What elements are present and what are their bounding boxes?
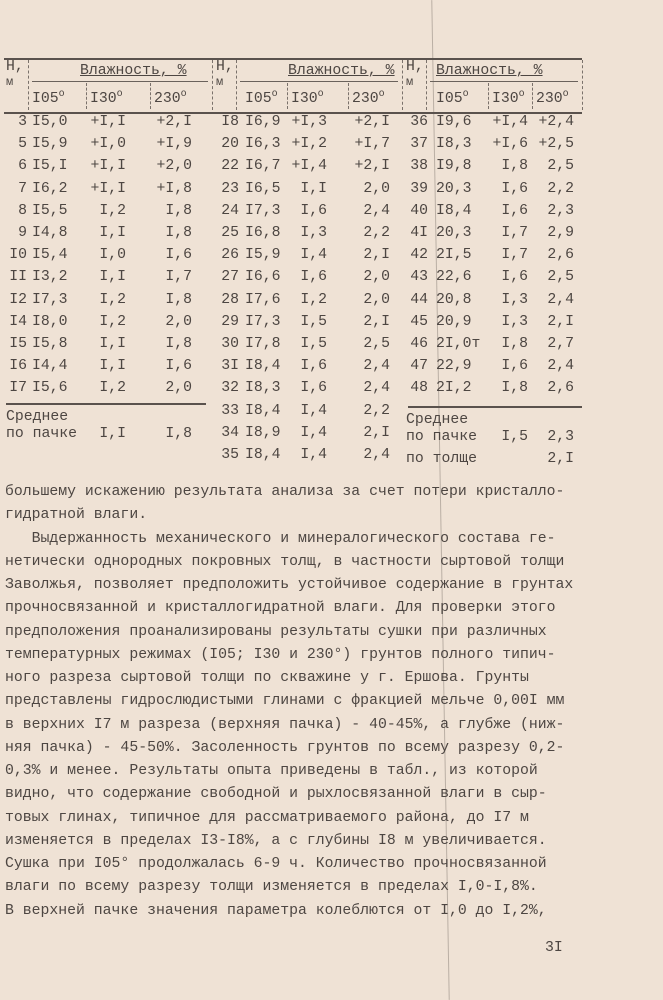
moisture-subrule — [240, 81, 398, 82]
depth-header — [216, 60, 234, 90]
table-row — [0, 269, 663, 291]
moisture-230-cell: 2,4 — [363, 358, 390, 375]
text-line: Заволжья, позволяет предположить устойчивое содержание в грунтах — [5, 577, 574, 593]
moisture-105-cell: I7,6 — [245, 291, 281, 308]
text-line: 0,3% и менее. Результаты опыта приведены в табл., из которой — [5, 763, 538, 779]
moisture-105-cell: 2I,5 — [436, 247, 472, 264]
depth-cell: 9 — [18, 225, 27, 241]
depth-header-label: Н, — [216, 59, 234, 75]
summary-130: I,I — [99, 426, 126, 442]
moisture-130-cell: +I,I — [90, 180, 126, 197]
moisture-105-cell: I9,8 — [436, 158, 472, 175]
temperature-value: I05 — [436, 91, 463, 107]
moisture-230-cell: 2,6 — [547, 380, 574, 397]
depth-cell: 35 — [221, 447, 239, 463]
moisture-230-cell: 2,4 — [547, 358, 574, 375]
degree-sign: о — [317, 89, 324, 100]
degree-sign: о — [562, 89, 569, 100]
moisture-230-cell: +2,4 — [538, 114, 574, 130]
degree-sign: о — [116, 89, 123, 100]
summary-230: I,8 — [165, 426, 192, 442]
moisture-105-cell: I5,4 — [32, 247, 68, 264]
moisture-130-cell: I,4 — [300, 247, 327, 264]
column-divider — [150, 83, 151, 109]
temperature-value: 230 — [154, 91, 181, 107]
moisture-130-cell: I,4 — [300, 424, 327, 441]
depth-cell: 3I — [221, 358, 239, 375]
depth-cell: 46 — [410, 336, 428, 352]
moisture-130-cell: +I,2 — [291, 136, 327, 153]
moisture-230-cell: 2,0 — [363, 180, 390, 197]
table-row — [0, 336, 663, 358]
moisture-230-cell: 2,9 — [547, 225, 574, 241]
depth-cell: 37 — [410, 136, 428, 153]
depth-cell: 44 — [410, 291, 428, 308]
moisture-230-cell: 2,5 — [363, 336, 390, 352]
group-divider — [212, 60, 213, 110]
moisture-230-cell: 2,4 — [363, 447, 390, 463]
moisture-105-cell: I5,8 — [32, 336, 68, 352]
moisture-230-cell: 2,4 — [363, 380, 390, 397]
moisture-105-cell: I9,6 — [436, 114, 472, 130]
text-line: товых глинах, типичное для рассматриваемого района, до I7 м — [5, 809, 529, 826]
text-line: температурных режимах (I05; I30 и 230°) грунтов полного типич- — [5, 646, 556, 663]
moisture-230-cell: I,6 — [165, 358, 192, 375]
moisture-130-cell: +I,4 — [291, 158, 327, 175]
degree-sign: о — [378, 89, 385, 100]
degree-sign: о — [58, 89, 65, 100]
moisture-230-cell: +2,5 — [538, 136, 574, 153]
moisture-105-cell: I8,4 — [245, 358, 281, 375]
moisture-130-cell: I,4 — [300, 447, 327, 463]
depth-cell: 34 — [221, 424, 239, 441]
summary-label: по пачке — [6, 426, 78, 442]
depth-cell: 30 — [221, 336, 239, 352]
moisture-130-cell: +I,I — [90, 114, 126, 130]
text-line: в верхних I7 м разреза (верхняя пачка) - 40-45%, а глубже (ниж- — [5, 716, 565, 733]
moisture-130-cell: I,6 — [501, 269, 528, 286]
text-line: изменяется в пределах I3-I8%, а с глубины I8 м увеличивается. — [5, 832, 547, 849]
text-line: В верхней пачке значения параметра колеблются от I,0 до I,2%, — [5, 902, 547, 919]
depth-header — [406, 60, 424, 90]
moisture-105-cell: I8,3 — [436, 136, 472, 153]
moisture-105-cell: I7,3 — [245, 313, 281, 330]
moisture-130-cell: I,3 — [300, 225, 327, 241]
moisture-130-cell: I,6 — [501, 202, 528, 219]
moisture-230-cell: 2,0 — [165, 313, 192, 330]
depth-cell: I8 — [221, 114, 239, 130]
moisture-130-cell: +I,3 — [291, 114, 327, 130]
depth-cell: 4I — [410, 225, 428, 241]
column-divider — [287, 83, 288, 109]
moisture-130-cell: I,8 — [501, 158, 528, 175]
column-divider — [426, 60, 427, 110]
temperature-header-I30 — [90, 91, 123, 107]
moisture-130-cell: +I,I — [90, 158, 126, 175]
depth-header-label: Н, — [6, 59, 24, 75]
depth-cell: I5 — [9, 336, 27, 352]
moisture-230-cell: +I,7 — [354, 136, 390, 153]
text-line: предположения проанализированы результаты сушки при различных — [5, 623, 547, 640]
summary-label: Среднее — [6, 409, 69, 425]
moisture-105-cell: I5,9 — [32, 136, 68, 153]
temperature-header-230 — [536, 91, 569, 107]
moisture-105-cell: I8,0 — [32, 313, 68, 330]
moisture-230-cell: 2,I — [547, 313, 574, 330]
moisture-230-cell: +2,I — [156, 114, 192, 130]
depth-cell: 38 — [410, 158, 428, 175]
moisture-230-cell: 2,2 — [547, 180, 574, 197]
moisture-130-cell: I,7 — [501, 225, 528, 241]
moisture-130-cell: I,6 — [300, 269, 327, 286]
moisture-105-cell: 2I,2 — [436, 380, 472, 397]
temperature-value: I30 — [492, 91, 519, 107]
moisture-105-cell: I6,7 — [245, 158, 281, 175]
depth-cell: 27 — [221, 269, 239, 286]
text-line: Выдержанность механического и минералогического состава ге- — [5, 530, 556, 547]
moisture-105-cell: I5,0 — [32, 114, 68, 130]
moisture-130-cell: I,5 — [300, 336, 327, 352]
table-row — [0, 181, 663, 203]
moisture-130-cell: I,7 — [501, 247, 528, 264]
paragraph-1 — [5, 481, 564, 528]
column-divider — [28, 60, 29, 110]
depth-unit-label: м — [406, 75, 414, 89]
moisture-130-cell: I,I — [300, 180, 327, 197]
depth-cell: 20 — [221, 136, 239, 153]
column-divider — [86, 83, 87, 109]
table-row — [0, 158, 663, 180]
moisture-230-cell: 2,I — [363, 424, 390, 441]
moisture-105-cell: I6,9 — [245, 114, 281, 130]
moisture-230-cell: 2,0 — [363, 269, 390, 286]
temperature-value: I30 — [291, 91, 318, 107]
moisture-105-cell: I6,2 — [32, 180, 68, 197]
moisture-130-cell: I,4 — [300, 402, 327, 419]
moisture-subrule — [430, 81, 578, 82]
moisture-130-cell: +I,6 — [492, 136, 528, 153]
temperature-value: I30 — [90, 91, 117, 107]
moisture-105-cell: I4,4 — [32, 358, 68, 375]
temperature-header-I30 — [291, 91, 324, 107]
moisture-230-cell: 2,5 — [547, 269, 574, 286]
moisture-130-cell: I,I — [99, 336, 126, 352]
moisture-230-cell: I,8 — [165, 225, 192, 241]
text-line: нетически однородных покровных толщ, в частности сыртовой толщи — [5, 553, 565, 570]
moisture-130-cell: I,6 — [501, 358, 528, 375]
text-line: ного разреза сыртовой толщи по скважине у г. Ершова. Грунты — [5, 670, 529, 686]
moisture-header: Влажность, % — [80, 63, 187, 79]
summary-130: I,5 — [501, 429, 528, 445]
table-row — [0, 314, 663, 336]
table-row — [0, 380, 663, 402]
column-divider — [348, 83, 349, 109]
moisture-230-cell: 2,4 — [547, 291, 574, 308]
moisture-230-cell: I,7 — [165, 269, 192, 286]
moisture-230-cell: 2,I — [363, 313, 390, 330]
summary-230-total: 2,I — [547, 451, 574, 467]
moisture-230-cell: I,8 — [165, 291, 192, 308]
moisture-105-cell: 20,3 — [436, 180, 472, 197]
moisture-130-cell: I,I — [99, 225, 126, 241]
moisture-230-cell: 2,4 — [363, 202, 390, 219]
moisture-230-cell: 2,7 — [547, 336, 574, 352]
moisture-header: Влажность, % — [436, 63, 543, 79]
moisture-130-cell: I,I — [99, 269, 126, 286]
moisture-105-cell: I5,9 — [245, 247, 281, 264]
moisture-130-cell: +I,0 — [90, 136, 126, 153]
moisture-230-cell: 2,5 — [547, 158, 574, 175]
moisture-230-cell: I,8 — [165, 202, 192, 219]
text-line: видно, что содержание свободной и рыхлосвязанной влаги в сыр- — [5, 786, 547, 803]
temperature-header-I05 — [32, 91, 65, 107]
moisture-105-cell: 22,9 — [436, 358, 472, 375]
moisture-105-cell: 22,6 — [436, 269, 472, 286]
degree-sign: о — [462, 89, 469, 100]
depth-cell: 7 — [18, 180, 27, 197]
depth-cell: I6 — [9, 358, 27, 375]
moisture-subrule — [32, 81, 208, 82]
table-row — [0, 358, 663, 380]
depth-cell: 48 — [410, 380, 428, 397]
depth-cell: I2 — [9, 291, 27, 308]
moisture-105-cell: I5,5 — [32, 202, 68, 219]
depth-cell: 40 — [410, 202, 428, 219]
depth-cell: 47 — [410, 358, 428, 375]
depth-cell: 28 — [221, 291, 239, 308]
summary-label: по толще — [406, 451, 478, 467]
depth-cell: II — [9, 269, 27, 286]
temperature-value: 230 — [352, 91, 379, 107]
depth-cell: 6 — [18, 158, 27, 175]
table-row — [0, 247, 663, 269]
moisture-105-cell: I5,6 — [32, 380, 68, 397]
temperature-header-230 — [352, 91, 385, 107]
moisture-130-cell: I,8 — [501, 380, 528, 397]
moisture-230-cell: +I,8 — [156, 180, 192, 197]
page-number: 3I — [545, 940, 563, 956]
depth-cell: I7 — [9, 380, 27, 397]
moisture-230-cell: I,8 — [165, 336, 192, 352]
text-line: прочносвязанной и кристаллогидратной влаги. Для проверки этого — [5, 600, 556, 617]
depth-cell: 26 — [221, 247, 239, 264]
group-divider — [582, 60, 583, 110]
moisture-230-cell: +2,0 — [156, 158, 192, 175]
depth-cell: 45 — [410, 313, 428, 330]
moisture-105-cell: I3,2 — [32, 269, 68, 286]
moisture-105-cell: I8,4 — [245, 447, 281, 463]
moisture-130-cell: I,6 — [300, 358, 327, 375]
depth-cell: I0 — [9, 247, 27, 264]
moisture-130-cell: I,8 — [501, 336, 528, 352]
depth-header — [6, 60, 24, 90]
depth-cell: 22 — [221, 158, 239, 175]
depth-cell: 5 — [18, 136, 27, 153]
text-line: Сушка при I05° продолжалась 6-9 ч. Количество прочносвязанной — [5, 856, 547, 872]
moisture-105-cell: 20,3 — [436, 225, 472, 241]
moisture-105-cell: I8,9 — [245, 424, 281, 441]
depth-cell: 43 — [410, 269, 428, 286]
moisture-105-cell: I7,8 — [245, 336, 281, 352]
depth-cell: 29 — [221, 313, 239, 330]
column-divider — [236, 60, 237, 110]
text-line: влаги по всему разрезу толщи изменяется в пределах I,0-I,8%. — [5, 879, 538, 896]
depth-cell: 42 — [410, 247, 428, 264]
temperature-header-I05 — [245, 91, 278, 107]
moisture-105-cell: I4,8 — [32, 225, 68, 241]
temperature-value: 230 — [536, 91, 563, 107]
temperature-header-I30 — [492, 91, 525, 107]
moisture-230-cell: +I,9 — [156, 136, 192, 153]
moisture-230-cell: 2,I — [363, 247, 390, 264]
table-row — [0, 203, 663, 225]
moisture-230-cell: 2,0 — [165, 380, 192, 397]
moisture-130-cell: I,6 — [300, 202, 327, 219]
temperature-header-230 — [154, 91, 187, 107]
depth-cell: 23 — [221, 180, 239, 197]
text-line: большему искажению результата анализа за счет потери кристалло- — [5, 484, 565, 500]
table-row — [0, 225, 663, 247]
moisture-105-cell: 20,9 — [436, 313, 472, 330]
degree-sign: о — [518, 89, 525, 100]
moisture-130-cell: I,6 — [300, 380, 327, 397]
moisture-105-cell: I8,3 — [245, 380, 281, 397]
depth-cell: 25 — [221, 225, 239, 241]
moisture-header: Влажность, % — [288, 63, 395, 79]
moisture-230-cell: I,6 — [165, 247, 192, 264]
moisture-105-cell: I8,4 — [436, 202, 472, 219]
summary-label: Среднее — [406, 412, 469, 428]
moisture-130-cell: +I,4 — [492, 114, 528, 130]
depth-cell: 32 — [221, 380, 239, 397]
degree-sign: о — [180, 89, 187, 100]
summary-rule — [408, 406, 582, 408]
depth-cell: 24 — [221, 202, 239, 219]
depth-cell: 36 — [410, 114, 428, 130]
moisture-105-cell: I7,3 — [245, 202, 281, 219]
temperature-header-I05 — [436, 91, 469, 107]
moisture-105-cell: I7,3 — [32, 291, 68, 308]
moisture-230-cell: +2,I — [354, 158, 390, 175]
depth-cell: 39 — [410, 180, 428, 197]
moisture-230-cell: 2,6 — [547, 247, 574, 264]
moisture-105-cell: I6,5 — [245, 180, 281, 197]
text-line: гидратной влаги. — [5, 507, 148, 524]
paragraph-2 — [5, 528, 573, 923]
depth-unit-label: м — [216, 75, 224, 89]
moisture-130-cell: I,3 — [501, 313, 528, 330]
moisture-105-cell: 20,8 — [436, 291, 472, 308]
depth-cell: I4 — [9, 313, 27, 330]
moisture-130-cell: I,2 — [99, 380, 126, 397]
moisture-130-cell: I,2 — [99, 291, 126, 308]
table-row — [0, 292, 663, 314]
column-divider — [532, 83, 533, 109]
table-row — [0, 136, 663, 158]
moisture-230-cell: 2,2 — [363, 225, 390, 241]
moisture-130-cell: I,2 — [300, 291, 327, 308]
moisture-105-cell: I6,8 — [245, 225, 281, 241]
moisture-230-cell: 2,0 — [363, 291, 390, 308]
temperature-value: I05 — [32, 91, 59, 107]
table-top-rule — [4, 58, 582, 60]
summary-label: по пачке — [406, 429, 478, 445]
depth-unit-label: м — [6, 75, 14, 89]
depth-header-label: Н, — [406, 59, 424, 75]
degree-sign: о — [271, 89, 278, 100]
table-row — [0, 114, 663, 136]
depth-cell: 8 — [18, 202, 27, 219]
moisture-230-cell: 2,3 — [547, 202, 574, 219]
moisture-105-cell: I5,I — [32, 158, 68, 175]
moisture-230-cell: +2,I — [354, 114, 390, 130]
moisture-105-cell: I6,6 — [245, 269, 281, 286]
summary-230: 2,3 — [547, 429, 574, 445]
moisture-105-cell: 2I,0т — [436, 336, 481, 352]
moisture-230-cell: 2,2 — [363, 402, 390, 419]
column-divider — [488, 83, 489, 109]
moisture-130-cell: I,2 — [99, 202, 126, 219]
moisture-130-cell: I,5 — [300, 313, 327, 330]
moisture-130-cell: I,3 — [501, 291, 528, 308]
depth-cell: 3 — [18, 114, 27, 130]
temperature-value: I05 — [245, 91, 272, 107]
moisture-130-cell: I,2 — [99, 313, 126, 330]
moisture-130-cell: I,6 — [501, 180, 528, 197]
moisture-130-cell: I,I — [99, 358, 126, 375]
moisture-130-cell: I,0 — [99, 247, 126, 264]
text-line: представлены гидрослюдистыми глинами с фракцией мельче 0,00I мм — [5, 693, 565, 710]
depth-cell: 33 — [221, 402, 239, 419]
group-divider — [402, 60, 403, 110]
text-line: няя пачка) - 45-50%. Засоленность грунтов по всему разрезу 0,2- — [5, 739, 565, 756]
moisture-105-cell: I8,4 — [245, 402, 281, 419]
moisture-105-cell: I6,3 — [245, 136, 281, 153]
